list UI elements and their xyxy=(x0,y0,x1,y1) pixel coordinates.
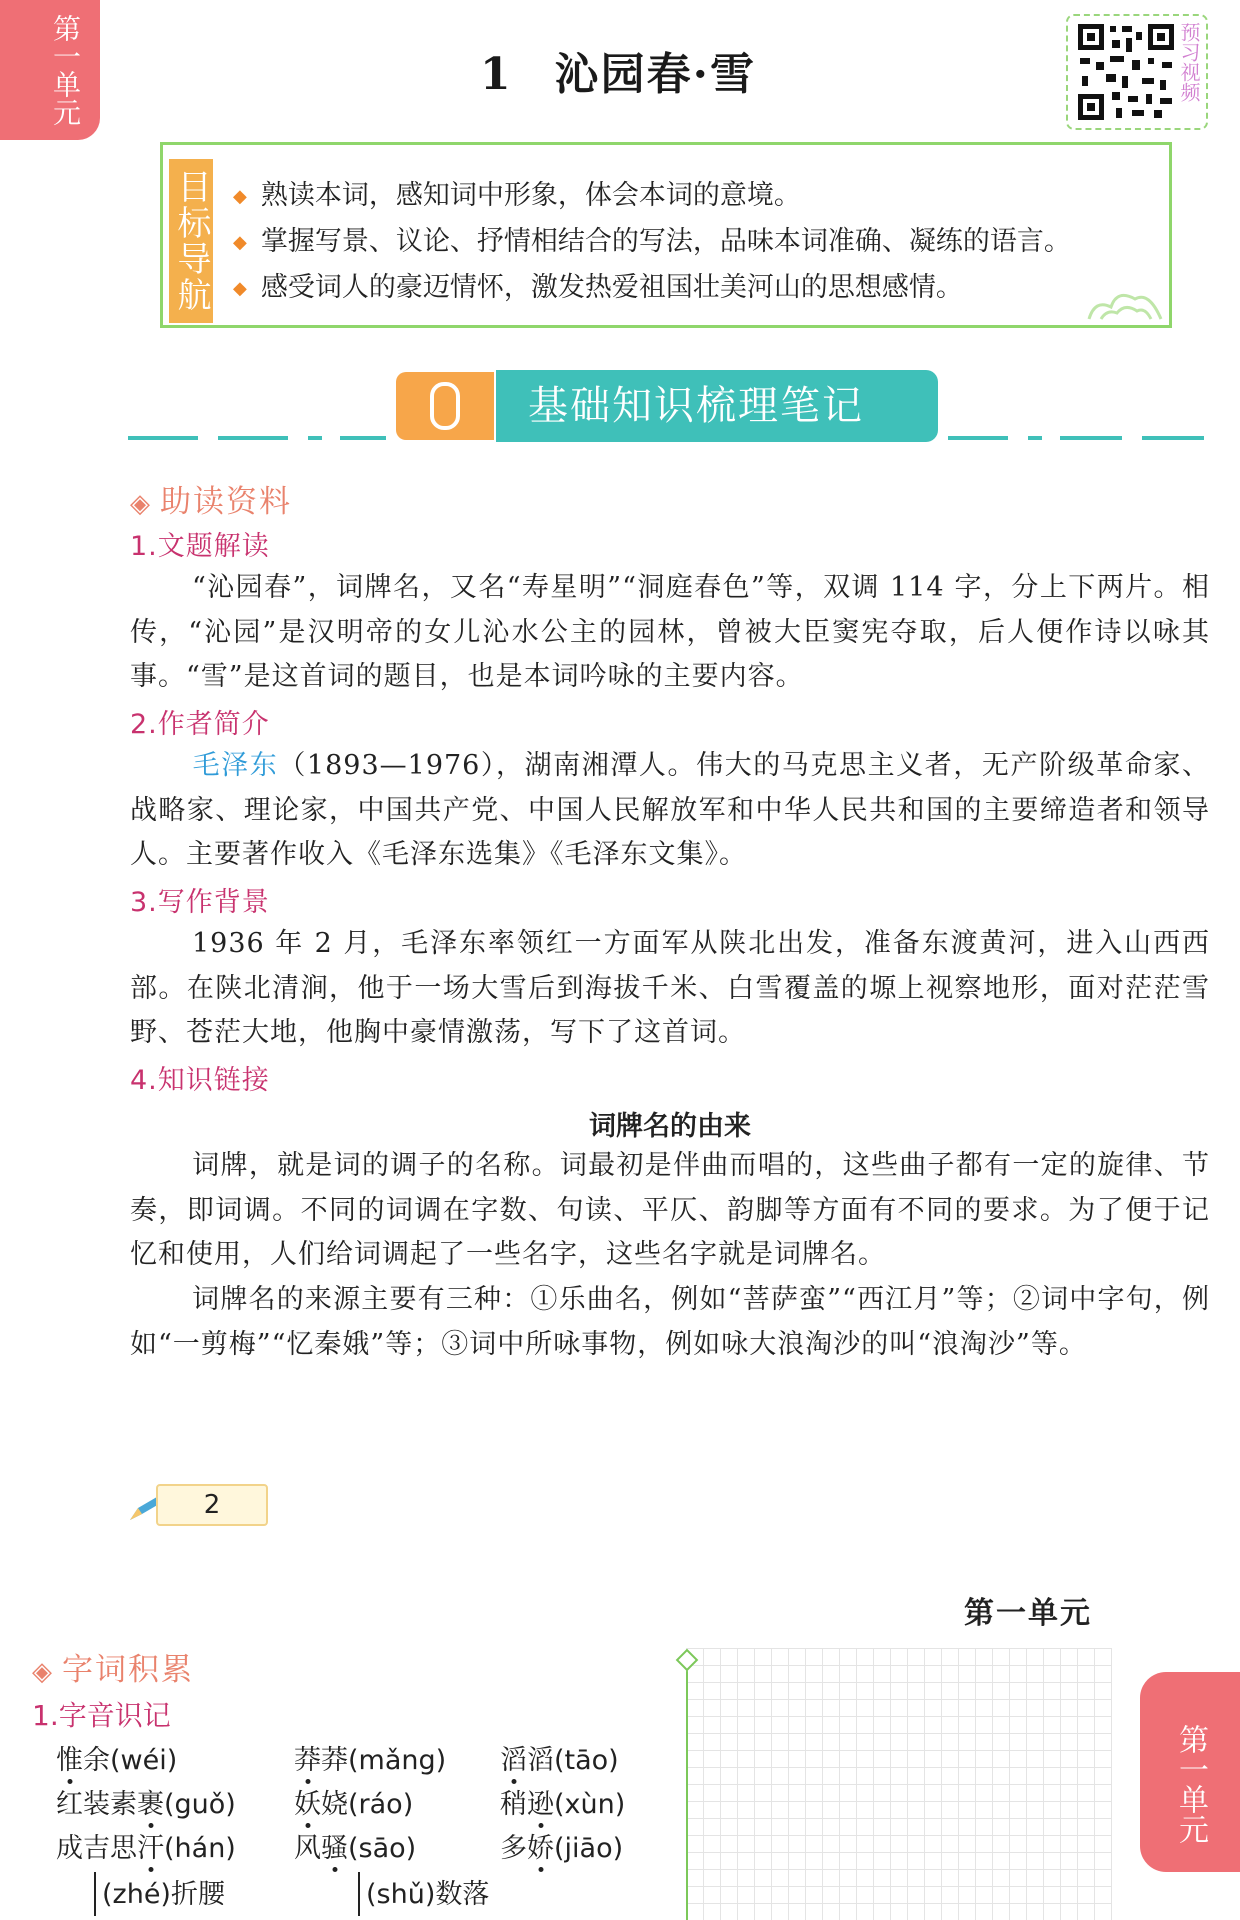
goal-item: ◆ 感受词人的豪迈情怀，激发热爱祖国壮美河山的思想感情。 xyxy=(233,272,963,303)
vocab-word: 风骚(sāo) xyxy=(294,1833,417,1864)
knowledge-subtitle: 词牌名的由来 xyxy=(589,1111,751,1142)
notes-margin-line xyxy=(686,1660,688,1920)
diamond-chain-icon: ◈ xyxy=(130,489,152,519)
vocab-word: 稍逊(xùn) xyxy=(500,1789,626,1820)
notes-grid[interactable] xyxy=(686,1648,1112,1920)
bullet-icon: ◆ xyxy=(233,278,247,299)
paragraph-title-reading: “沁园春”，词牌名，又名“寿星明”“洞庭春色”等，双调 114 字，分上下两片。相传，“沁园”是汉明帝的女儿沁水公主的园林，曾被大臣窦宪夺取，后人便作诗以咏其事。“雪”是这首词的题目，也是本词吟咏的主要内容。 xyxy=(130,572,1210,692)
qr-code-block[interactable] xyxy=(1066,14,1208,130)
cloud-ornament-icon xyxy=(1085,285,1165,321)
polyphone-entry: (zhé)折腰 xyxy=(94,1872,225,1916)
vocab-word: 莽莽(mǎng) xyxy=(294,1745,447,1776)
subheading-background: 3.写作背景 xyxy=(130,887,270,918)
vocab-word: 滔滔(tāo) xyxy=(500,1745,619,1776)
goal-item: ◆ 掌握写景、议论、抒情相结合的写法，品味本词准确、凝练的语言。 xyxy=(233,226,1071,257)
divider-dashes-right xyxy=(948,436,1204,440)
divider-dashes-left xyxy=(128,436,386,440)
subheading-author: 2.作者简介 xyxy=(130,709,270,740)
page-header-unit: 第一单元 xyxy=(964,1596,1092,1631)
qr-code-icon[interactable] xyxy=(1076,22,1176,122)
vocab-section-heading: ◈ 字词积累 xyxy=(32,1652,194,1688)
goal-item: ◆ 熟读本词，感知词中形象，体会本词的意境。 xyxy=(233,180,801,211)
lesson-title xyxy=(480,38,880,102)
subheading-knowledge-link: 4.知识链接 xyxy=(130,1065,270,1096)
unit-tab-label: 第一单元 xyxy=(49,14,82,126)
section-heading: ◈ 助读资料 xyxy=(130,484,292,520)
qr-label: 预习视频 xyxy=(1177,22,1201,102)
polyphone-entry: (shǔ)数落 xyxy=(358,1872,489,1916)
vocab-word: 惟余(wéi) xyxy=(56,1745,178,1776)
vocab-word: 成吉思汗(hán) xyxy=(56,1833,236,1864)
diamond-chain-icon: ◈ xyxy=(32,1657,54,1687)
paragraph-background: 1936 年 2 月，毛泽东率领红一方面军从陕北出发，准备东渡黄河，进入山西西部。在陕北清涧，他于一场大雪后到海拔千米、白雪覆盖的塬上视察地形，面对茫茫雪野、苍茫大地，他胸中豪情激荡，写下了这首词。 xyxy=(130,928,1210,1048)
lantern-icon xyxy=(396,372,494,440)
subheading-title-reading: 1.文题解读 xyxy=(130,531,270,562)
unit-tab-side-label: 第一单元 xyxy=(1173,1724,1208,1844)
paragraph-knowledge-2: 词牌名的来源主要有三种：①乐曲名，例如“菩萨蛮”“西江月”等；②词中字句，例如“一剪梅”“忆秦娥”等；③词中所咏事物，例如咏大浪淘沙的叫“浪淘沙”等。 xyxy=(130,1284,1210,1360)
paragraph-knowledge-1: 词牌，就是词的调子的名称。词最初是伴曲而唱的，这些曲子都有一定的旋律、节奏，即词调。不同的词调在字数、句读、平仄、韵脚等方面有不同的要求。为了便于记忆和使用，人们给词调起了一些名字，这些名字就是词牌名。 xyxy=(130,1150,1210,1270)
section-banner xyxy=(396,370,938,442)
lesson-number: 1 xyxy=(480,49,513,100)
page-number-tag xyxy=(128,1480,268,1528)
vocab-word: 多娇(jiāo) xyxy=(500,1833,624,1864)
vocab-word: 红装素裹(guǒ) xyxy=(56,1789,236,1820)
goal-box xyxy=(160,142,1172,328)
lesson-title-text: 沁园春·雪 xyxy=(554,49,756,100)
vocab-subheading: 1.字音识记 xyxy=(32,1699,171,1732)
vocab-word: 妖娆(ráo) xyxy=(294,1789,414,1820)
bullet-icon: ◆ xyxy=(233,232,247,253)
paragraph-author: 毛泽东（1893—1976），湖南湘潭人。伟大的马克思主义者，无产阶级革命家、战略家、理论家，中国共产党、中国人民解放军和中华人民共和国的主要缔造者和领导人。主要著作收入《毛泽东选集》《毛泽东文集》。 xyxy=(130,750,1211,870)
goal-label: 目标导航 xyxy=(169,159,213,323)
goal-list xyxy=(233,173,1071,311)
section-banner-title: 基础知识梳理笔记 xyxy=(496,370,938,442)
page-number: 2 xyxy=(156,1484,268,1526)
bullet-icon: ◆ xyxy=(233,186,247,207)
unit-tab-side xyxy=(1140,1672,1240,1872)
unit-tab xyxy=(0,0,100,140)
author-name: 毛泽东 xyxy=(192,750,279,781)
